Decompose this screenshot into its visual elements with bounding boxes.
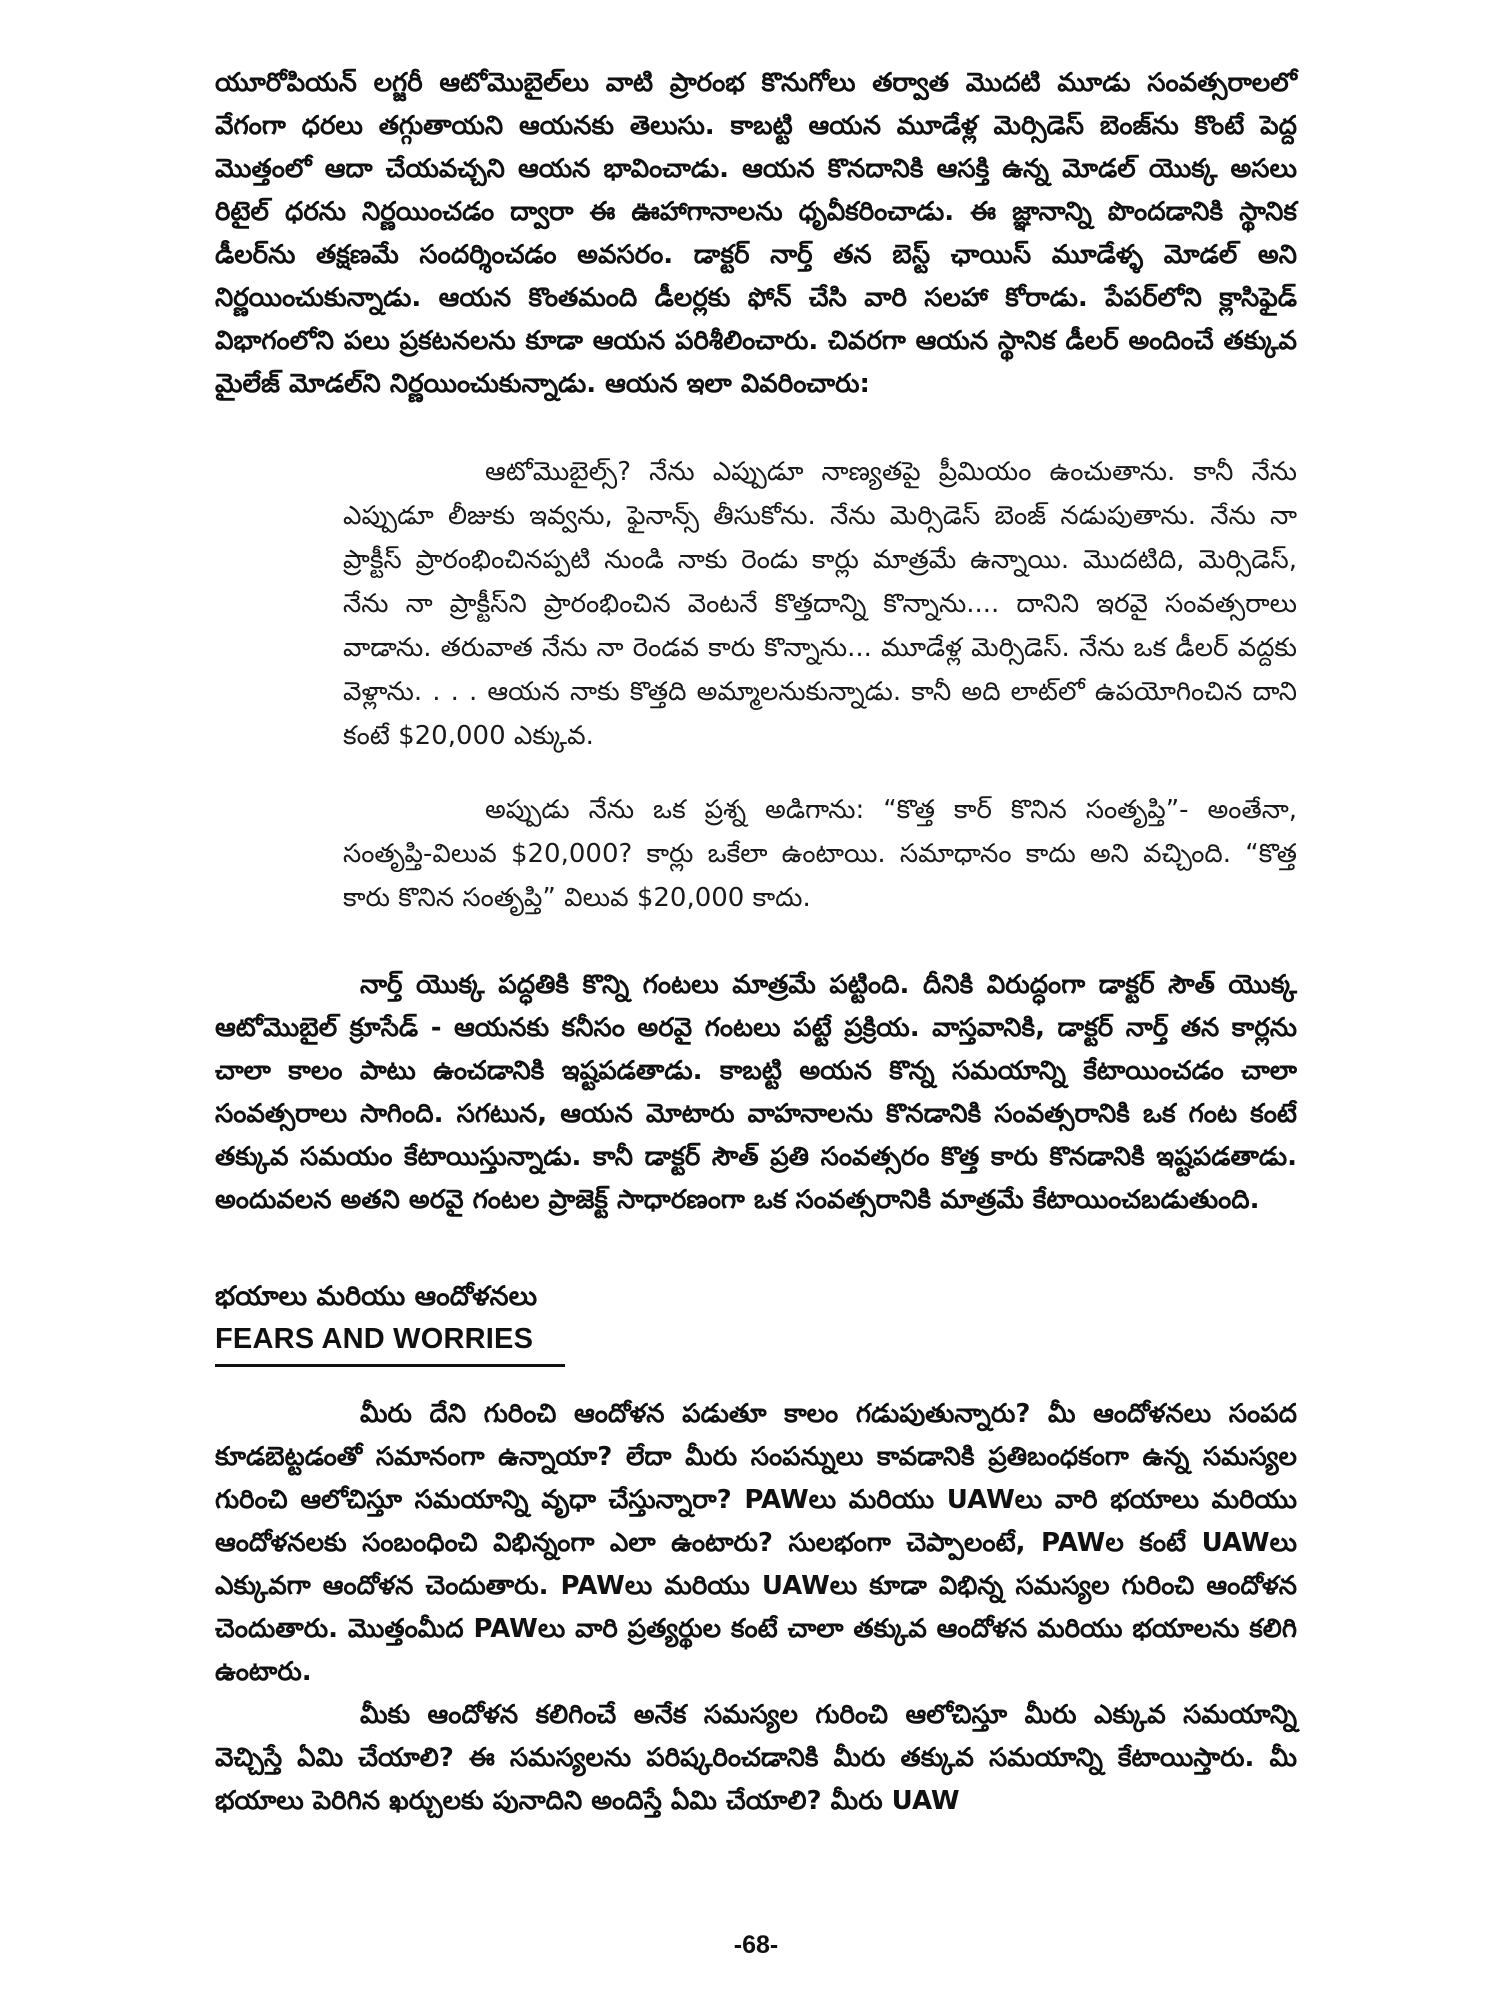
- section-paragraph-2: మీకు ఆందోళన కలిగించే అనేక సమస్యల గురించి ఆలోచిస్తూ మీరు ఎక్కువ సమయాన్ని వెచ్చిస్తే ఏమి చేయాలి? ఈ సమస్యలను పరిష్కరించడానికి మీరు తక్కువ సమయాన్ని కేటాయిస్తారు. మీ భయాలు పెరిగిన ఖర్చులకు పునాదిని అందిస్తే ఏమి చేయాలి? మీరు UAW: [215, 1700, 1297, 1816]
- section-heading-english: FEARS AND WORRIES: [215, 1323, 534, 1355]
- spacer: [215, 406, 1297, 450]
- quote-block-2: అప్పుడు నేను ఒక ప్రశ్న అడిగాను: “కొత్త కార్ కొనిన సంతృప్తి”- అంతేనా, సంతృప్తి-విలువ $20,000? కార్లు ఒకేలా ఉంటాయి. సమాధానం కాదు అని వచ్చింది. “కొత్త కారు కొనిన సంతృప్తి” విలువ $20,000 కాదు.: [343, 795, 1297, 913]
- paragraph-middle: నార్త్ యొక్క పద్ధతికి కొన్ని గంటలు మాత్రమే పట్టింది. దీనికి విరుద్ధంగా డాక్టర్ సౌత్ యొక్క ఆటోమొబైల్ క్రూసేడ్ - ఆయనకు కనీసం అరవై గంటలు పట్టే ప్రక్రియ. వాస్తవానికి, డాక్టర్ నార్త్ తన కార్లను చాలా కాలం పాటు ఉంచడానికి ఇష్టపడతాడు. కాబట్టి అయన కొన్న సమయాన్ని కేటాయించడం చాలా సంవత్సరాలు సాగింది. సగటున, ఆయన మోటారు వాహనాలను కొనడానికి సంవత్సరానికి ఒక గంట కంటే తక్కువ సమయం కేటాయిస్తున్నాడు. కానీ డాక్టర్ సౌత్ ప్రతి సంవత్సరం కొత్త కారు కొనడానికి ఇష్టపడతాడు. అందువలన అతని అరవై గంటల ప్రాజెక్ట్ సాధారణంగా ఒక సంవత్సరానికి మాత్రమే కేటాయించబడుతుంది.: [215, 970, 1297, 1215]
- section-paragraph-1: మీరు దేని గురించి ఆందోళన పడుతూ కాలం గడుపుతున్నారు? మీ ఆందోళనలు సంపద కూడబెట్టడంతో సమానంగా ఉన్నాయా? లేదా మీరు సంపన్నులు కావడానికి ప్రతిబంధకంగా ఉన్న సమస్యల గురించి ఆలోచిస్తూ సమయాన్ని వృధా చేస్తున్నారా? PAWలు మరియు UAWలు వారి భయాలు మరియు ఆందోళనలకు సంబంధించి విభిన్నంగా ఎలా ఉంటారు? సులభంగా చెప్పాలంటే, PAWల కంటే UAWలు ఎక్కువగా ఆందోళన చెందుతారు. PAWలు మరియు UAWలు కూడా విభిన్న సమస్యల గురించి ఆందోళన చెందుతారు. మొత్తంమీద PAWలు వారి ప్రత్యర్థుల కంటే చాలా తక్కువ ఆందోళన మరియు భయాలను కలిగి ఉంటారు.: [215, 1399, 1297, 1687]
- page-number: -68-: [733, 1931, 779, 1959]
- paragraph-intro: యూరోపియన్ లగ్జరీ ఆటోమొబైల్‌లు వాటి ప్రారంభ కొనుగోలు తర్వాత మొదటి మూడు సంవత్సరాలలో వేగంగా ధరలు తగ్గుతాయని ఆయనకు తెలుసు. కాబట్టి ఆయన మూడేళ్ల మెర్సిడెస్ బెంజ్‌ను కొంటే పెద్ద మొత్తంలో ఆదా చేయవచ్చని ఆయన భావించాడు. ఆయన కొనదానికి ఆసక్తి ఉన్న మోడల్ యొక్క అసలు రిటైల్ ధరను నిర్ణయించడం ద్వారా ఈ ఊహాగానాలను ధృవీకరించాడు. ఈ జ్ఞానాన్ని పొందడానికి స్థానిక డీలర్‌ను తక్షణమే సందర్శించడం అవసరం. డాక్టర్ నార్త్ తన బెస్ట్ ఛాయిస్ మూడేళ్ళ మోడల్ అని నిర్ణయించుకున్నాడు. ఆయన కొంతమంది డీలర్లకు ఫోన్ చేసి వారి సలహా కోరాడు. పేపర్‌లోని క్లాసిఫైడ్ విభాగంలోని పలు ప్రకటనలను కూడా ఆయన పరిశీలించారు. చివరగా ఆయన స్థానిక డీలర్ అందించే తక్కువ మైలేజ్ మోడల్‌ని నిర్ణయించుకున్నాడు. ఆయన ఇలా వివరించారు:: [215, 68, 1297, 399]
- spacer: [215, 1367, 1297, 1393]
- document-page: [215, 62, 1297, 1962]
- spacer: [215, 758, 1297, 788]
- quote-block-1: ఆటోమొబైల్స్? నేను ఎప్పుడూ నాణ్యతపై ప్రీమియం ఉంచుతాను. కానీ నేను ఎప్పుడూ లీజుకు ఇవ్వను, ఫైనాన్స్ తీసుకోను. నేను మెర్సిడెస్ బెంజ్ నడుపుతాను. నేను నా ప్రాక్టీస్ ప్రారంభించినప్పటి నుండి నాకు రెండు కార్లు మాత్రమే ఉన్నాయి. మొదటిది, మెర్సిడెస్, నేను నా ప్రాక్టీస్‌ని ప్రారంభించిన వెంటనే కొత్తదాన్ని కొన్నాను.... దానిని ఇరవై సంవత్సరాలు వాడాను. తరువాత నేను నా రెండవ కారు కొన్నాను... మూడేళ్ల మెర్సిడెస్. నేను ఒక డీలర్ వద్దకు వెళ్లాను. . . . ఆయన నాకు కొత్తది అమ్మాలనుకున్నాడు. కానీ అది లాట్‌లో ఉపయోగించిన దాని కంటే $20,000 ఎక్కువ.: [343, 457, 1297, 751]
- section-heading-telugu: భయాలు మరియు ఆందోళనలు: [215, 1281, 538, 1312]
- spacer: [215, 1222, 1297, 1276]
- spacer: [215, 920, 1297, 964]
